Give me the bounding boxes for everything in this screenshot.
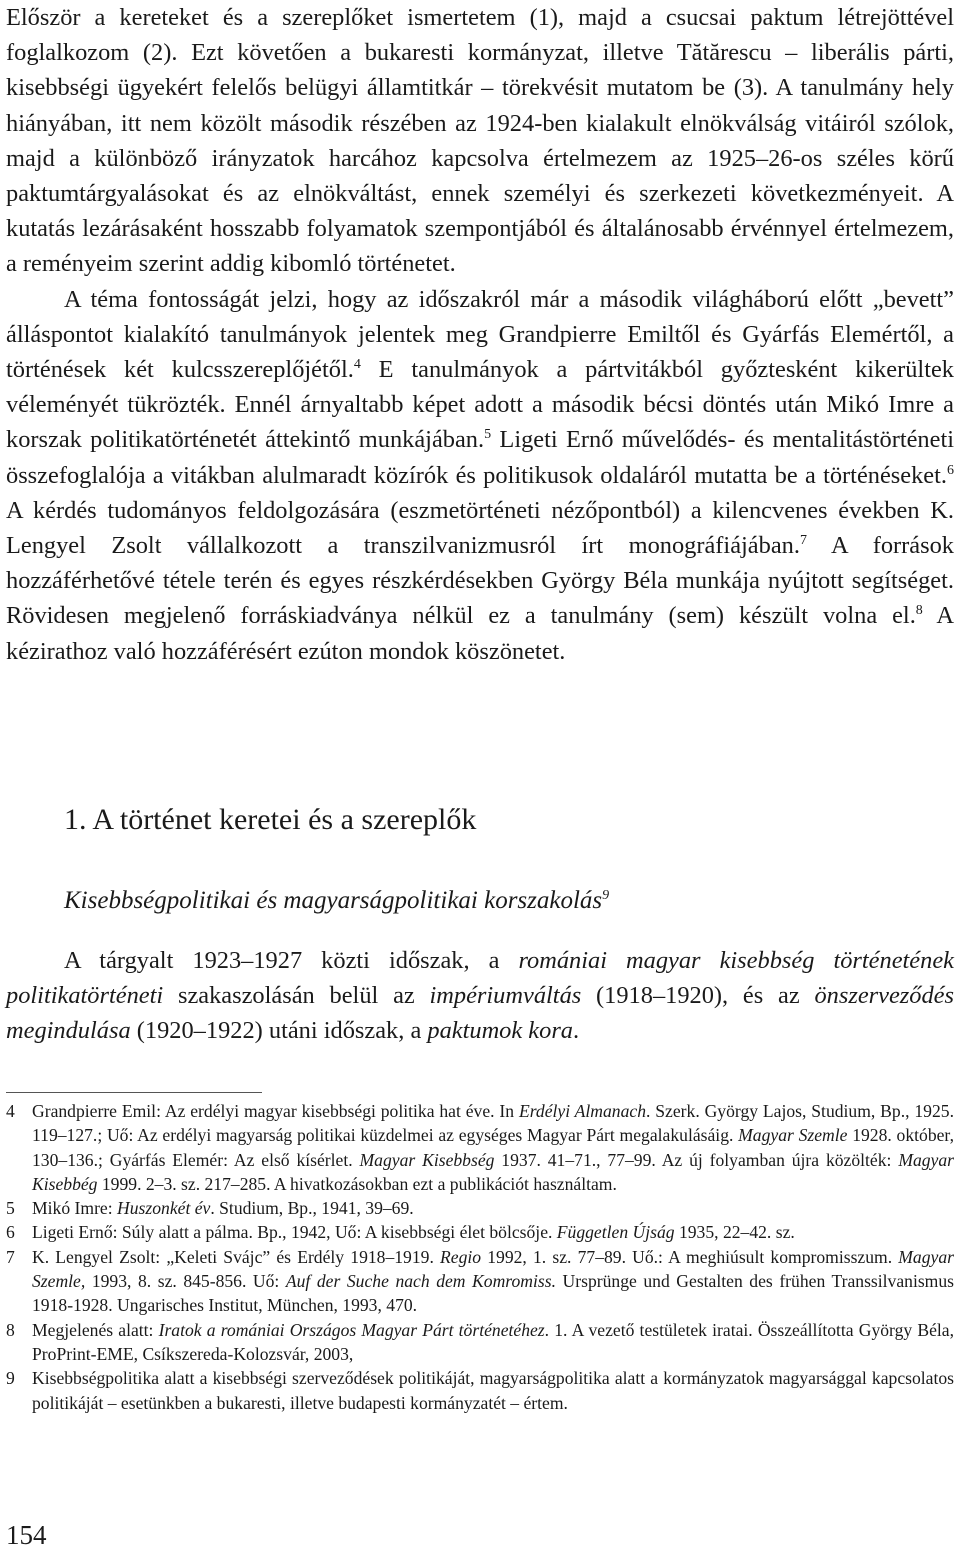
footnote-9 [6, 1366, 954, 1415]
intro-p2-sentence: E tanulmányok a pártvitákból győztesként kikerültek véleményét tükrözték. Ennél árnyaltabb képet adott a második bécsi döntés után Mikó Imre a korszak politikatörténetét áttekintő munkájában. [6, 356, 954, 454]
footnote-number: 9 [6, 1368, 15, 1389]
text-run: 1935, 22–42. sz. [674, 1222, 795, 1243]
italic-run: Magyar Kisebbég [32, 1149, 955, 1194]
text-run: szakaszolásán belül az [163, 982, 430, 1010]
italic-run: Auf der Suche nach dem Komromiss. [285, 1271, 556, 1292]
footnote-ref-9[interactable]: 9 [602, 888, 610, 903]
text-run: . 1. A vezető testületek iratai. Összeállította György Béla, ProPrint-EME, Csíkszereda-Kolozsvár, 2003, [32, 1319, 954, 1364]
italic-run: önszerveződés megindulása [6, 982, 954, 1045]
footnote-7 [6, 1245, 954, 1318]
text-run: (1920–1922) utáni időszak, a [130, 1017, 428, 1045]
section-text-block [6, 943, 954, 1049]
italic-run: Magyar Szemle [738, 1125, 848, 1146]
text-run: Mikó Imre: [32, 1198, 118, 1219]
section-paragraph [6, 943, 954, 1049]
footnote-number: 4 [6, 1101, 15, 1121]
italic-run: Iratok a romániai Országos Magyar Párt történetéhez [158, 1319, 545, 1340]
footnote-number: 8 [6, 1319, 15, 1340]
footnote-4 [6, 1099, 954, 1196]
footnote-number: 5 [6, 1198, 15, 1219]
italic-run: impériumváltás [429, 982, 582, 1010]
text-run: Ligeti Ernő: Súly alatt a pálma. Bp., 1942, Uő: A kisebbségi élet bölcsője. [32, 1222, 557, 1243]
intro-p2-sentence: A források hozzáférhetővé tétele terén és egyes részkérdésekben György Béla munkája nyújtott segítséget. Rövidesen megjelenő forráskiadványa nélkül ez a tanulmány (sem) készült volna el. [6, 532, 954, 630]
text-run: Grandpierre Emil: Az erdélyi magyar kisebbségi politika hat éve. In [32, 1101, 519, 1121]
footnote-ref-7[interactable]: 7 [799, 533, 807, 549]
text-run: . Studium, Bp., 1941, 39–69. [210, 1198, 414, 1219]
intro-paragraph-2 [6, 282, 954, 669]
text-run: Kisebbségpolitika alatt a kisebbségi szerveződések politikáját, magyarságpolitika alatt a kormányzatok magyarsággal kapcsolatos politikáját – esetünkben a bukaresti, illetve budapesti kormányzatét – értem. [32, 1368, 954, 1413]
intro-p2-sentence: A téma fontosságát jelzi, hogy az időszakról már a második világháború előtt „bevett” álláspontot kialakító tanulmányok jelentek meg Grandpierre Emiltől és Gyárfás Elemértől, a történések két kulcsszereplőjétől. [6, 285, 954, 384]
footnote-number: 6 [6, 1222, 15, 1243]
text-run: Megjelenés alatt: [32, 1319, 159, 1340]
italic-run: Magyar Szemle, [32, 1246, 954, 1292]
intro-p2-sentence: A kézirathoz való hozzáférésért ezúton mondok köszönetet. [6, 602, 954, 665]
text-run: 1993, 8. sz. 845-856. Uő: [85, 1271, 286, 1292]
italic-run: paktumok kora [427, 1017, 574, 1045]
footnote-5 [6, 1196, 954, 1220]
intro-p2-sentence: Ligeti Ernő művelődés- és mentalitástörténeti összefoglalója a vitákban alulmaradt közírók és politikusok oldaláról mutatta be a történéseket. [6, 426, 955, 489]
section-heading: 1. A történet keretei és a szereplők [64, 803, 477, 836]
italic-run: Magyar Kisebbség [359, 1149, 495, 1170]
text-run: . Szerk. György Lajos, Studium, Bp., 1925. 119–127.; Uő: Az erdélyi magyarság politikai küzdelmei az egységes Magyar Párt megalakulásáig. [32, 1101, 954, 1146]
page-number: 154 [6, 1520, 47, 1550]
italic-run: romániai magyar kisebbség történetének politikatörténeti [6, 947, 954, 1010]
footnote-ref-8[interactable]: 8 [915, 603, 923, 619]
footnote-ref-5[interactable]: 5 [484, 427, 492, 443]
text-run: 1937. 41–71., 77–99. Az új folyamban újra közölték: [494, 1149, 899, 1170]
footnote-8 [6, 1318, 954, 1367]
italic-run: Regio [440, 1246, 482, 1267]
footnotes-block [6, 1099, 954, 1415]
footnote-ref-4[interactable]: 4 [353, 357, 361, 373]
italic-run: Erdélyi Almanach [518, 1101, 646, 1121]
text-run: . [573, 1017, 580, 1045]
footnote-number: 7 [6, 1246, 15, 1267]
text-run: A tárgyalt 1923–1927 közti időszak, a [64, 947, 519, 974]
text-run: (1918–1920), és az [581, 982, 815, 1010]
intro-paragraph-1-text: Először a kereteket és a szereplőket ismertetem (1), majd a csucsai paktum létrejöttével foglalkozom (2). Ezt követően a bukaresti kormányzat, illetve Tătărescu – liberális párti, kisebbségi ügyekért felelős belügyi államtitkár – törekvésit mutatom be (3). A tanulmány hely hiányában, itt nem közölt második részében az 1924-ben kialakult elnökválság vitáiról szólok, majd a különböző irányzatok harcához kapcsolva értelmezem az 1925–26-os széles körű paktumtárgyalásokat és az elnökváltást, ennek személyi és szerkezeti következményeit. A kutatás lezárásaként hosszabb folyamatok szempontjából és általánosabb érvénnyel értelmezem, a reményeim szerint addig kibomló történetet. [6, 4, 954, 278]
footnote-6 [6, 1220, 954, 1244]
text-run: 1999. 2–3. sz. 217–285. A hivatkozásokban ezt a publikációt használtam. [97, 1173, 617, 1194]
section-subheading [64, 883, 609, 919]
text-run: 1928. október, 130–136.; Gyárfás Elemér: Az első kísérlet. [32, 1125, 954, 1170]
intro-p2-sentence: A kérdés tudományos feldolgozására (eszmetörténeti nézőpontból) a kilencvenes években K. Lengyel Zsolt vállalkozott a transzilvanizmusról írt monográfiájában. [6, 496, 954, 560]
italic-run: Független Újság [556, 1222, 675, 1243]
text-run: 1992, 1. sz. 77–89. Uő.: A meghiúsult kompromisszum. [481, 1246, 899, 1267]
intro-paragraph-1 [6, 0, 954, 282]
text-run: Ursprünge und Gestalten des frühen Transsilvanismus 1918-1928. Ungarisches Institut, München, 1993, 470. [32, 1271, 955, 1316]
section-subheading-text: Kisebbségpolitikai és magyarságpolitikai korszakolás [64, 887, 603, 914]
footnote-divider [6, 1092, 262, 1093]
text-run: K. Lengyel Zsolt: „Keleti Svájc” és Erdély 1918–1919. [32, 1246, 441, 1267]
footnote-ref-6[interactable]: 6 [947, 462, 954, 478]
intro-text-block [6, 0, 954, 669]
italic-run: Huszonkét év [117, 1198, 211, 1219]
